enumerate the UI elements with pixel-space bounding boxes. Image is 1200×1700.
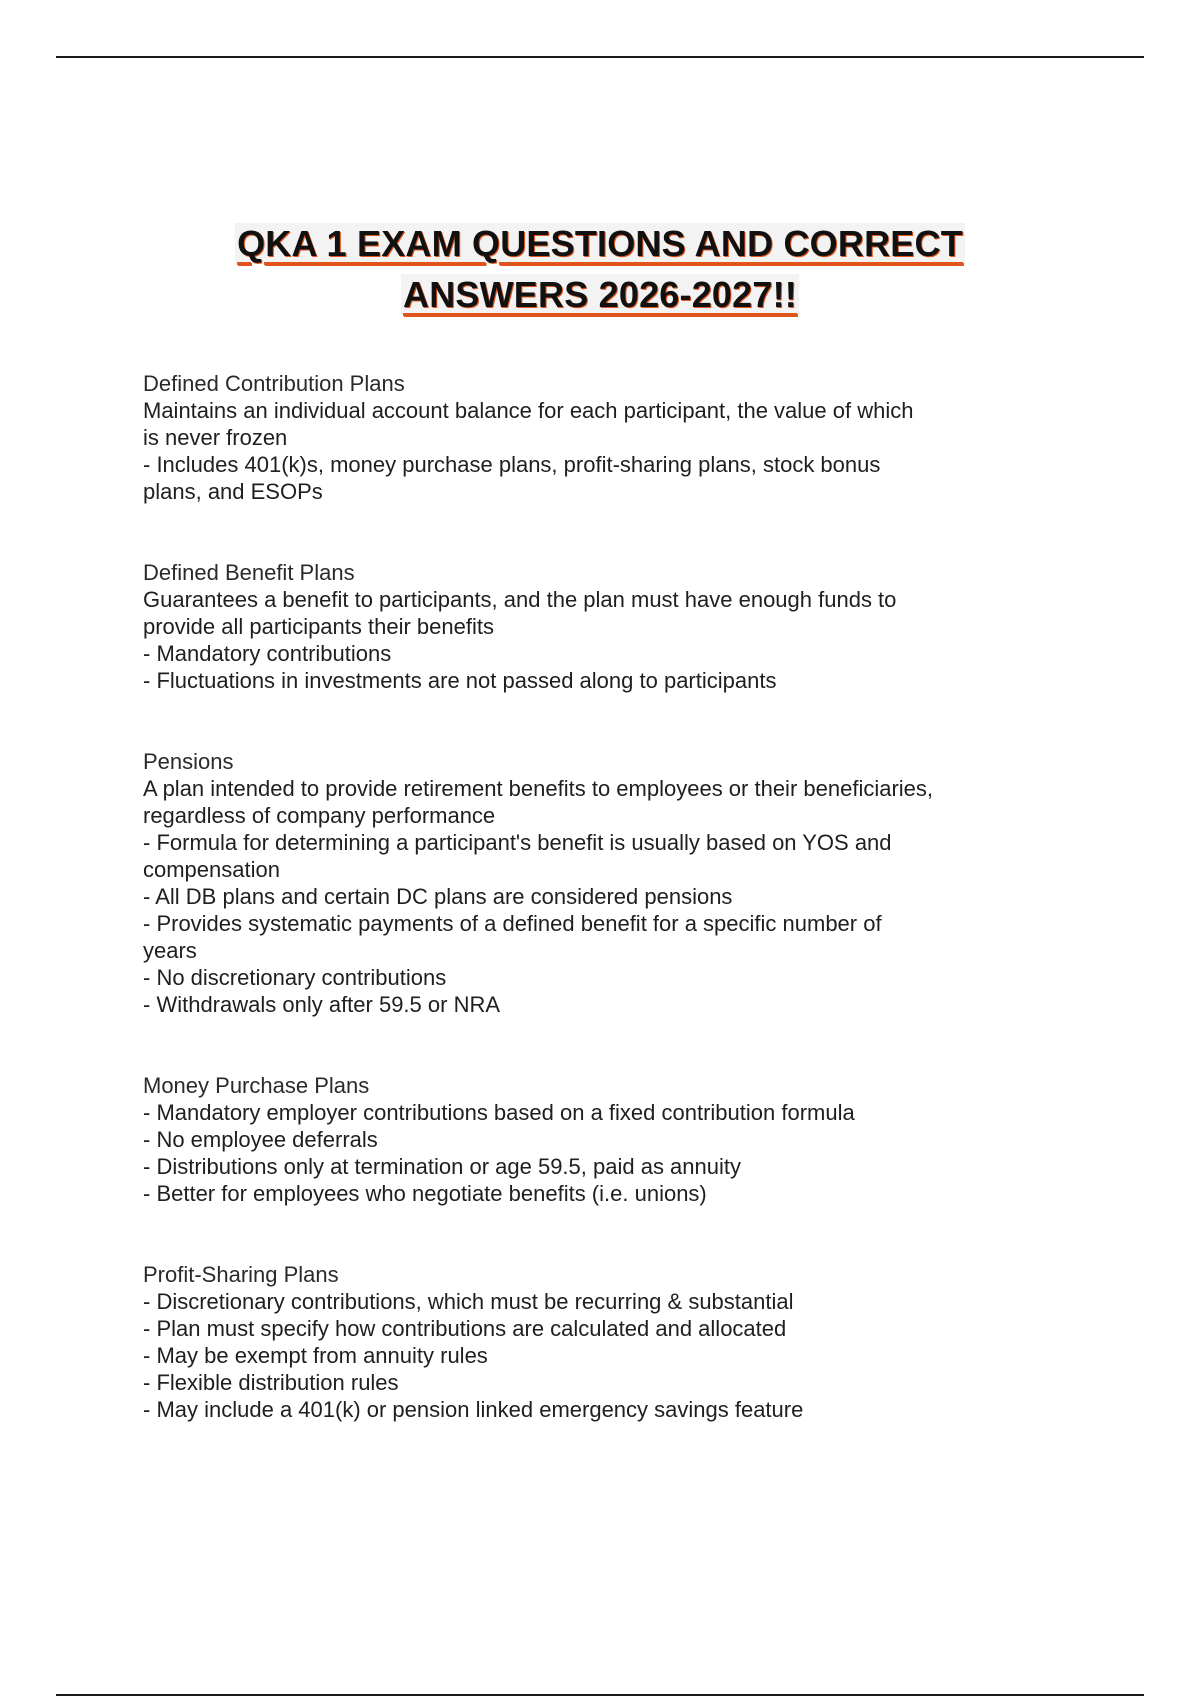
- section-defined-contribution-plans: [143, 370, 1083, 505]
- section-bullet: - May include a 401(k) or pension linked emergency savings feature: [143, 1397, 804, 1422]
- section-line: compensation: [143, 857, 280, 882]
- section-heading: Pensions: [143, 749, 234, 774]
- section-line: provide all participants their benefits: [143, 614, 494, 639]
- title-line-2: [0, 269, 1200, 320]
- section-heading: Defined Benefit Plans: [143, 560, 355, 585]
- section-bullet: - Distributions only at termination or age 59.5, paid as annuity: [143, 1154, 741, 1179]
- section-bullet: - Flexible distribution rules: [143, 1370, 399, 1395]
- section-bullet: - Provides systematic payments of a defined benefit for a specific number of: [143, 911, 882, 936]
- section-line: is never frozen: [143, 425, 288, 450]
- document-body: [143, 370, 1083, 1477]
- section-bullet: - Mandatory employer contributions based on a fixed contribution formula: [143, 1100, 855, 1125]
- section-pensions: [143, 748, 1083, 1018]
- title-line-2-text: ANSWERS 2026-2027!!: [403, 274, 797, 315]
- section-heading: Defined Contribution Plans: [143, 371, 405, 396]
- document-title: [0, 218, 1200, 320]
- section-line: Maintains an individual account balance for each participant, the value of which: [143, 398, 914, 423]
- section-bullet: - Discretionary contributions, which must be recurring & substantial: [143, 1289, 794, 1314]
- section-bullet: - Includes 401(k)s, money purchase plans, profit-sharing plans, stock bonus: [143, 452, 881, 477]
- section-bullet: - No employee deferrals: [143, 1127, 378, 1152]
- section-profit-sharing-plans: [143, 1261, 1083, 1423]
- section-line: regardless of company performance: [143, 803, 496, 828]
- section-bullet: - May be exempt from annuity rules: [143, 1343, 488, 1368]
- section-line: years: [143, 938, 197, 963]
- section-money-purchase-plans: [143, 1072, 1083, 1207]
- section-defined-benefit-plans: [143, 559, 1083, 694]
- top-rule: [56, 56, 1144, 58]
- section-bullet: - Withdrawals only after 59.5 or NRA: [143, 992, 501, 1017]
- bottom-rule: [56, 1694, 1144, 1696]
- section-line: A plan intended to provide retirement benefits to employees or their beneficiaries,: [143, 776, 934, 801]
- title-line-1-text: QKA 1 EXAM QUESTIONS AND CORRECT: [237, 223, 963, 264]
- title-line-1: [0, 218, 1200, 269]
- section-bullet: - Better for employees who negotiate benefits (i.e. unions): [143, 1181, 707, 1206]
- section-bullet: - Mandatory contributions: [143, 641, 392, 666]
- section-bullet: - All DB plans and certain DC plans are considered pensions: [143, 884, 733, 909]
- section-line: Guarantees a benefit to participants, and the plan must have enough funds to: [143, 587, 897, 612]
- section-line: plans, and ESOPs: [143, 479, 323, 504]
- section-heading: Money Purchase Plans: [143, 1073, 370, 1098]
- section-heading: Profit-Sharing Plans: [143, 1262, 339, 1287]
- section-bullet: - Formula for determining a participant's benefit is usually based on YOS and: [143, 830, 892, 855]
- section-bullet: - No discretionary contributions: [143, 965, 447, 990]
- section-bullet: - Plan must specify how contributions are calculated and allocated: [143, 1316, 787, 1341]
- section-bullet: - Fluctuations in investments are not passed along to participants: [143, 668, 777, 693]
